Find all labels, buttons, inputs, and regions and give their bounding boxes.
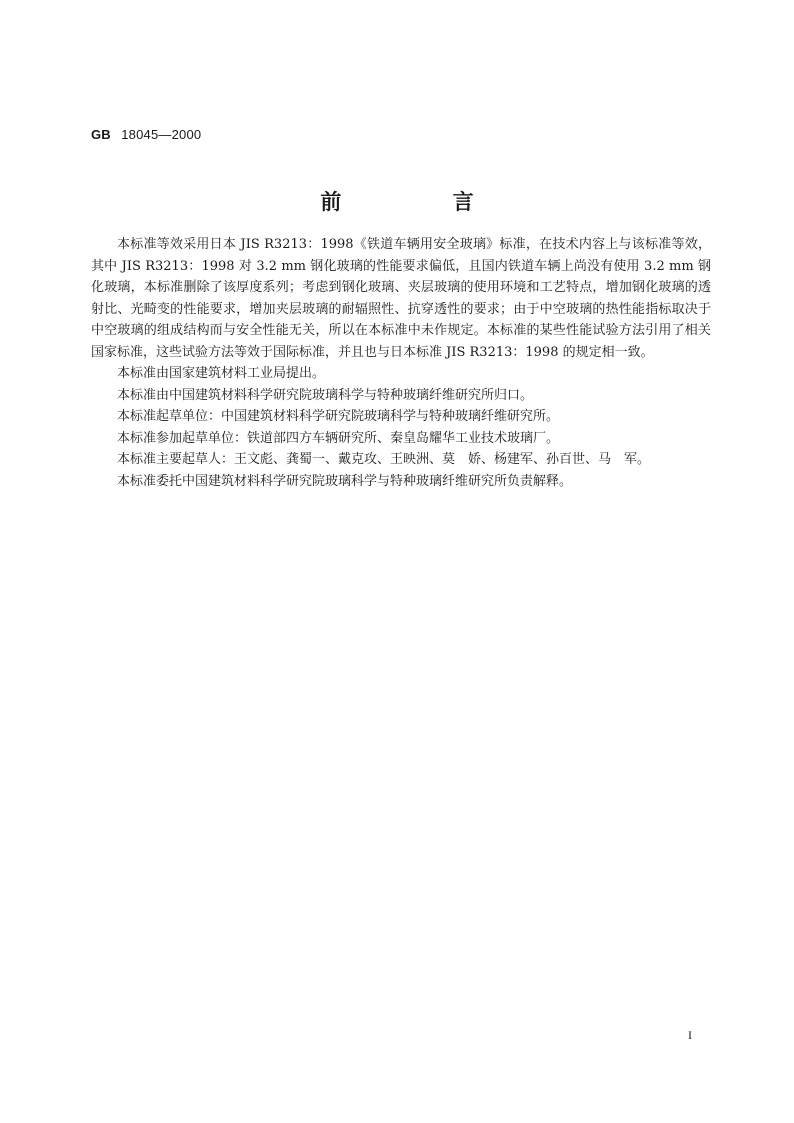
page-title: 前 言	[320, 190, 526, 214]
paragraph-proposed-by: 本标准由国家建筑材料工业局提出。	[117, 366, 326, 381]
paragraph-administered-by: 本标准由中国建筑材料科学研究院玻璃科学与特种玻璃纤维研究所归口。	[117, 387, 534, 403]
standard-number: 18045—2000	[121, 127, 202, 142]
foreword-body	[91, 234, 711, 492]
paragraph-participating-units: 本标准参加起草单位：铁道部四方车辆研究所、秦皇岛耀华工业技术玻璃厂。	[117, 430, 560, 446]
standard-header	[91, 127, 201, 143]
paragraph-interpretation: 本标准委托中国建筑材料科学研究院玻璃科学与特种玻璃纤维研究所负责解释。	[117, 473, 573, 489]
paragraph-drafting-unit: 本标准起草单位：中国建筑材料科学研究院玻璃科学与特种玻璃纤维研究所。	[117, 409, 560, 424]
standard-code: GB	[91, 127, 111, 142]
page-number: I	[688, 1028, 692, 1042]
paragraph-equivalence: 本标准等效采用日本 JIS R3213：1998《铁道车辆用安全玻璃》标准，在技术内容上与该标准等效，其中 JIS R3213：1998 对 3.2 mm 钢化玻璃的性能要求偏低，且国内铁道车辆上尚没有使用 3.2 mm 钢化玻璃，本标准删除了该厚度系列；考虑到钢化玻璃、夹层玻璃的使用环境和工艺特点，增加钢化玻璃的透射比、光畸变的性能要求，增加夹层玻璃的耐辐照性、抗穿透性的要求；由于中空玻璃的热性能指标取决于中空玻璃的组成结构而与安全性能无关，所以在本标准中未作规定。本标准的某些性能试验方法引用了相关国家标准，这些试验方法等效于国际标准，并且也与日本标准 JIS R3213：1998 的规定相一致。	[91, 237, 711, 360]
paragraph-main-drafters: 本标准主要起草人：王文彪、龚蜀一、戴克攻、王映洲、莫 娇、杨建军、孙百世、马 军。	[117, 452, 651, 467]
